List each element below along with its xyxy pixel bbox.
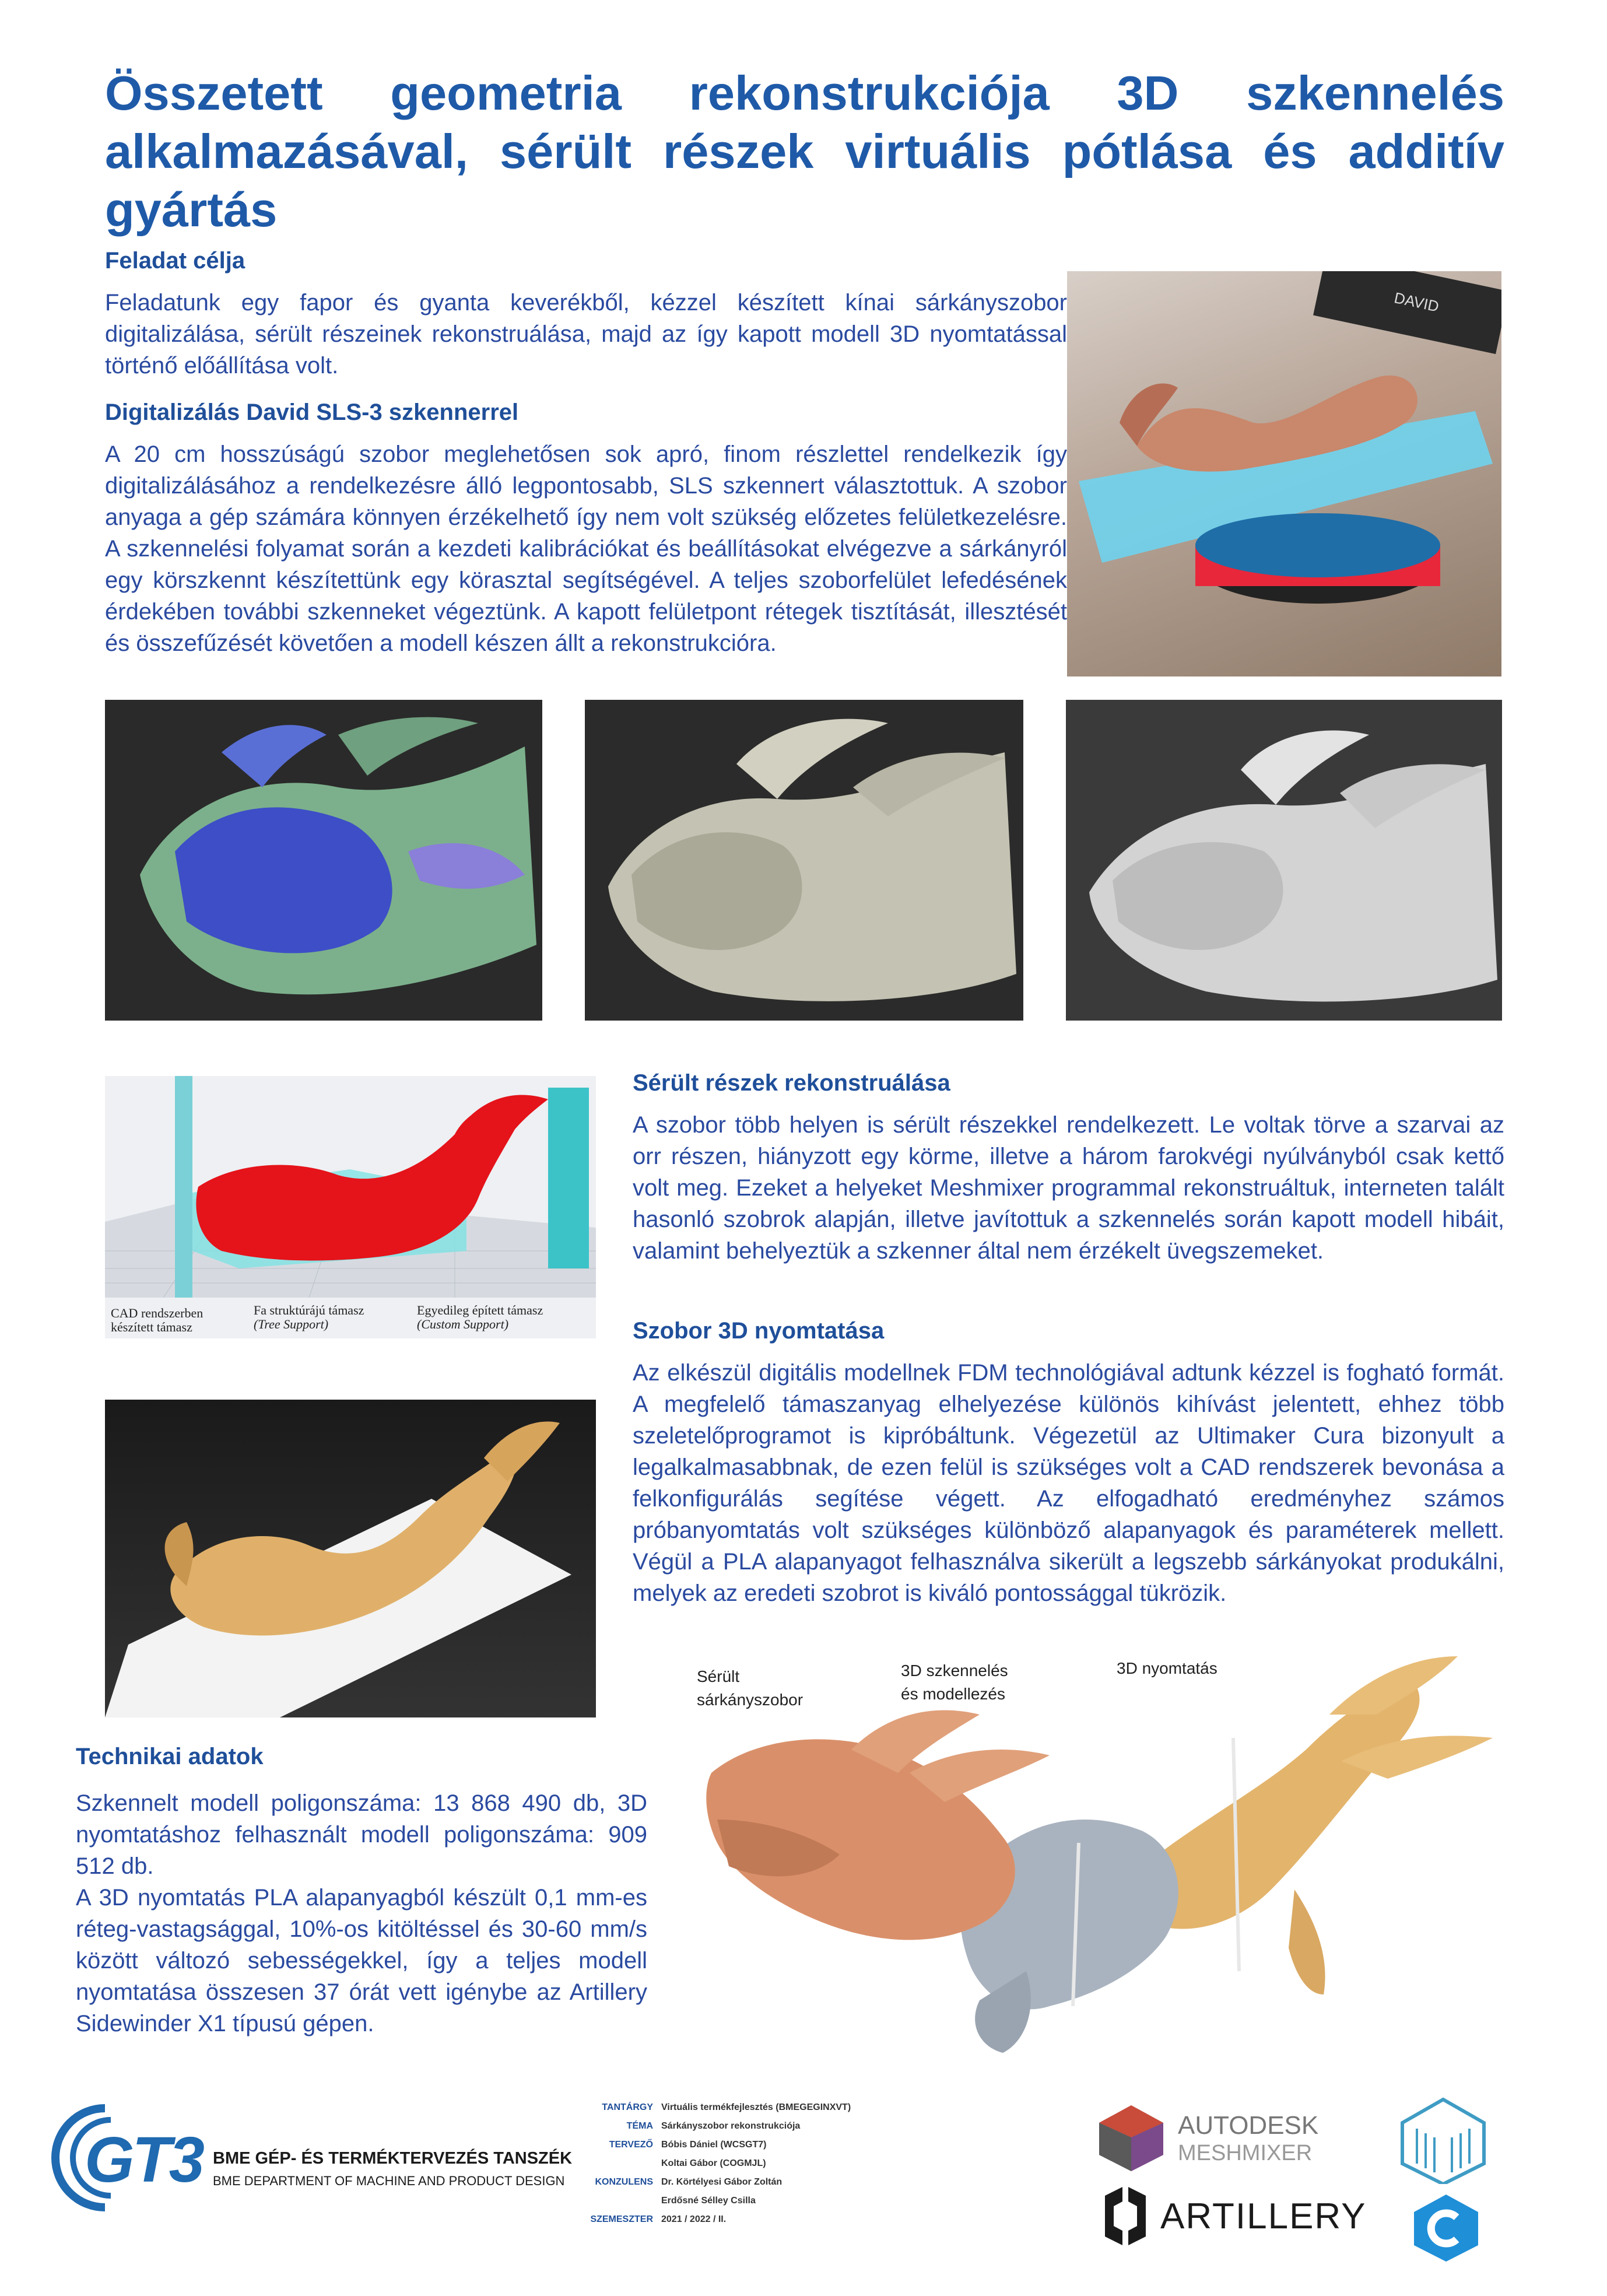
meshmixer-logo: [1093, 2102, 1338, 2172]
repair-text: A szobor több helyen is sérült részekkel rendelkezett. Le voltak törve a szarvai az orr részen, hiányzott egy körme, illetve a három farokvégi nyúlványból csak kettő volt meg. Ezeket a helyeket Meshmixer programmal rekonstruáltuk, interneten talált hasonló szobrok alapján, illetve javítottuk a szkennelés során kapott modell hibáit, valamint behelyeztük a szkenner által nem érzékelt üvegszemeket.: [633, 1112, 1504, 1264]
caption-custom-line2: (Custom Support): [417, 1317, 509, 1331]
info-value: Koltai Gábor (COGMJL): [661, 2158, 766, 2168]
scan-render-colored: [105, 700, 542, 1021]
tech-text-1: Szkennelt modell poligonszáma: 13 868 490 db, 3D nyomtatáshoz felhasznált modell poligonszáma: 909 512 db.: [76, 1790, 647, 1879]
caption-tree-line2: (Tree Support): [254, 1317, 329, 1331]
info-value: Dr. Körtélyesi Gábor Zoltán: [661, 2177, 783, 2187]
project-info: [566, 2102, 974, 2225]
scan-render-gray: [585, 700, 1023, 1021]
cura-icon: [1411, 2193, 1481, 2263]
repair-heading: Sérült részek rekonstruálása: [633, 1070, 950, 1096]
tech-section: [76, 1744, 647, 2039]
box-icon: [1399, 2097, 1487, 2184]
info-value: Bóbis Dániel (WCSGT7): [661, 2140, 767, 2150]
tech-heading: Technikai adatok: [76, 1744, 264, 1769]
artillery-logo: [1099, 2184, 1379, 2248]
label-damaged-line2: sárkányszobor: [697, 1691, 804, 1709]
label-scanned-line1: 3D szkennelés: [901, 1661, 1008, 1680]
comparison-dragon-image: [676, 1645, 1516, 2064]
caption-custom-support: [417, 1303, 543, 1331]
info-key: TANTÁRGY: [602, 2102, 653, 2112]
cura-logo: [1411, 2193, 1481, 2263]
svg-text:DAVID: DAVID: [1392, 289, 1441, 316]
info-key: TERVEZŐ: [609, 2140, 653, 2150]
caption-cad-line1: CAD rendszerben: [111, 1306, 203, 1320]
caption-cad-support: [111, 1306, 203, 1334]
digitize-text: A 20 cm hosszúságú szobor meglehetősen sok apró, finom részlettel rendelkezik így digitalizálásához a rendelkezésre álló legpontosabb, SLS szkennert választottuk. A szobor anyaga a gép számára könnyen érzékelhető így nem volt szükség előzetes felületkezelésre. A szkennelési folyamat során a kezdeti kalibrációkat és beállításokat elvégezve a sárkányról egy körszkennt készítettünk egy körasztal segítségével. A teljes szoborfelület lefedésének érdekében további szkenneket végeztünk. A kapott felületpont rétegek tisztítását, illesztését és összefűzését követően a modell készen állt a rekonstrukcióra.: [105, 441, 1067, 656]
info-key: SZEMESZTER: [590, 2214, 653, 2224]
repair-section: [633, 1070, 1504, 1267]
scanner-photo: [1067, 271, 1501, 676]
tech-text-2: A 3D nyomtatás PLA alapanyagból készült 0,1 mm-es réteg-vastagsággal, 10%-os kitöltéssel és 30-60 mm/s között változó sebességekkel, így a teljes modell nyomtatása összesen 37 órát vett igénybe az Artillery Sidewinder X1 típusú gépen.: [76, 1885, 647, 2036]
meshmixer-icon: [1093, 2102, 1169, 2172]
caption-cad-line2: készített támasz: [111, 1320, 192, 1334]
goal-heading: Feladat célja: [105, 248, 245, 274]
info-value: Virtuális termékfejlesztés (BMEGEGINXVT): [661, 2102, 851, 2112]
digitize-heading: Digitalizálás David SLS-3 szkennerrel: [105, 399, 519, 425]
autodesk-text: AUTODESK: [1178, 2111, 1319, 2140]
page-title: Összetett geometria rekonstrukciója 3D szkennelés alkalmazásával, sérült részek virtuális pótlása és additív gyártás: [105, 66, 1504, 237]
label-scanned-line2: és modellezés: [901, 1685, 1005, 1703]
goal-section: [105, 248, 1067, 381]
printed-dragon-photo: [105, 1400, 596, 1717]
goal-text: Feladatunk egy fapor és gyanta keverékből, kézzel készített kínai sárkányszobor digitalizálása, sérült részeinek rekonstruálása, majd az így kapott modell 3D nyomtatással történő előállítása volt.: [105, 290, 1067, 378]
dept-name-en: BME DEPARTMENT OF MACHINE AND PRODUCT DESIGN: [213, 2174, 565, 2188]
caption-custom-line1: Egyedileg épített támasz: [417, 1303, 543, 1317]
print-section: [633, 1318, 1504, 1609]
gt3-logo: [50, 2102, 574, 2213]
gt3-logo-text: GT3: [85, 2124, 202, 2196]
caption-tree-support: [254, 1303, 364, 1331]
support-structures-image: [105, 1076, 596, 1338]
info-key: [566, 2158, 653, 2169]
label-printed: 3D nyomtatás: [1117, 1659, 1217, 1677]
artillery-text: ARTILLERY: [1160, 2196, 1367, 2237]
info-value: Erdősné Sélley Csilla: [661, 2196, 756, 2206]
artillery-icon: [1099, 2184, 1152, 2248]
scan-render-light: [1066, 700, 1502, 1021]
info-value: Sárkányszobor rekonstrukciója: [661, 2121, 801, 2131]
print-text: Az elkészül digitális modellnek FDM technológiával adtunk kézzel is fogható formát. A megfelelő támaszanyag elhelyezése különös kihívást jelentett, ehhez több szeletelőprogramot is kipróbáltunk. Végezetül az Ultimaker Cura bizonyult a legalkalmasabbnak, de ezen felül is szükséges volt a CAD rendszerek bevonása a felkonfigurálás segítése végett. Az elfogadható eredményhez számos próbanyomtatás volt szükséges különböző alapanyagok és paraméterek mellett. Végül a PLA alapanyagot felhasználva sikerült a legszebb sárkányokat produkálni, melyek az eredeti szobrot is kiváló pontossággal tükrözik.: [633, 1360, 1504, 1606]
digitize-section: [105, 399, 1067, 659]
info-key: [566, 2196, 653, 2206]
print-heading: Szobor 3D nyomtatása: [633, 1318, 885, 1344]
box-logo: [1399, 2097, 1487, 2184]
dept-name-hu: BME GÉP- ÉS TERMÉKTERVEZÉS TANSZÉK: [213, 2149, 573, 2168]
info-value: 2021 / 2022 / II.: [661, 2214, 727, 2224]
info-key: TÉMA: [626, 2121, 653, 2131]
caption-tree-line1: Fa struktúrájú támasz: [254, 1303, 364, 1317]
info-key: KONZULENS: [595, 2177, 653, 2187]
meshmixer-text: MESHMIXER: [1178, 2141, 1313, 2165]
label-damaged-line1: Sérült: [697, 1667, 740, 1685]
